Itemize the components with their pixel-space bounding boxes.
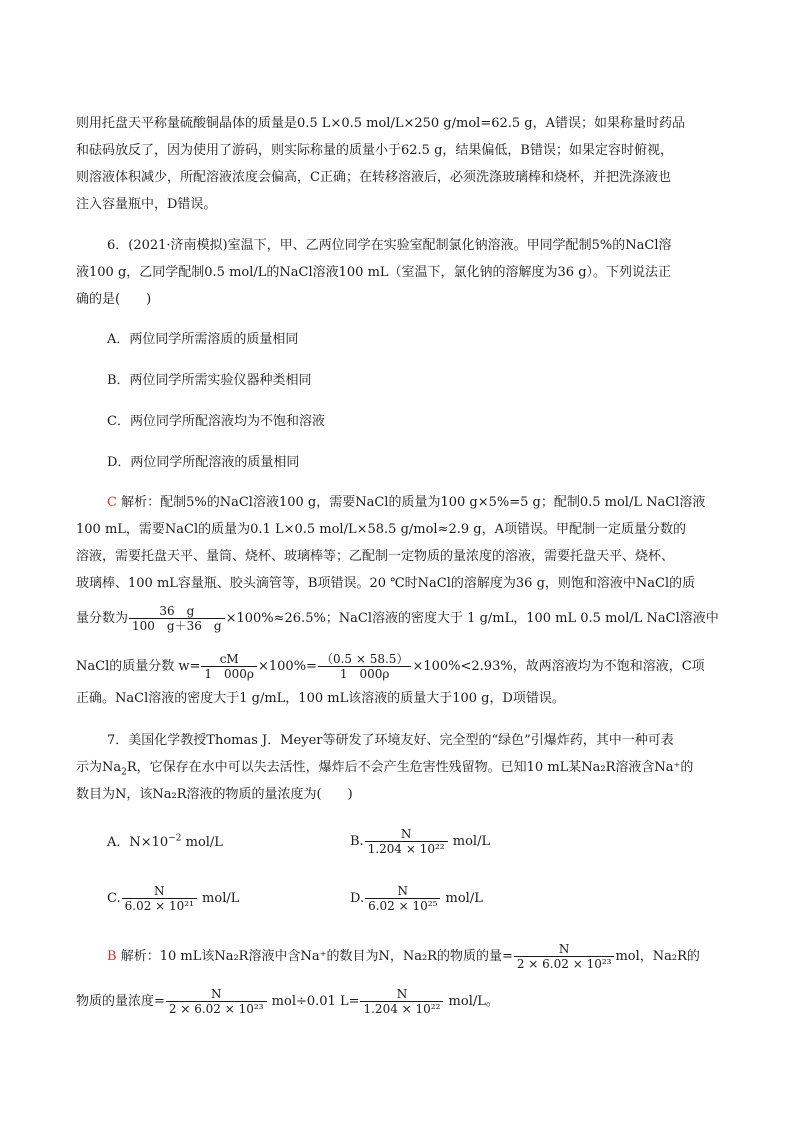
q6-f1-den: 1 000ρ: [201, 666, 257, 681]
q7-l2-sub: 2: [121, 767, 127, 778]
q6-analysis-line-1: [107, 494, 705, 512]
q6-mass-fraction: [129, 604, 225, 633]
prev-answer-line-1: 则用托盘天平称量硫酸铜晶体的质量是0.5 L×0.5 mol/L×250 g/mol=62.5 g，A错误；如果称量时药品: [76, 116, 685, 131]
q6-stem-line-3: 确的是( ): [76, 292, 152, 307]
prev-answer-line-3: 则溶液体积减少，所配溶液浓度会偏高，C正确；在转移溶液后，必须洗涤玻璃棒和烧杯，并把洗涤液也: [76, 170, 671, 185]
q7-answer-letter: B: [107, 949, 117, 964]
q6-analysis-line-3: 溶液，需要托盘天平、量筒、烧杯、玻璃棒等；乙配制一定物质的量浓度的溶液，需要托盘天平、烧杯、: [76, 549, 675, 564]
q6-option-b: B．两位同学所需实验仪器种类相同: [107, 373, 312, 388]
q7-opt-c-pre: C.: [107, 891, 121, 906]
q7-l2-post: R，它保存在水中可以失去活性，爆炸后不会产生危害性残留物。已知10 mL某Na₂R溶液含Na⁺的: [126, 760, 694, 775]
q7-stem-line-2: [76, 759, 693, 777]
q7-a2-mid: mol÷0.01 L=: [267, 994, 360, 1009]
q7-opt-a-post: mol/L: [181, 835, 223, 850]
q6-analysis-line-6: [76, 652, 705, 681]
q7-option-b: [350, 827, 490, 856]
q6-a5-post: ×100%≈26.5%；NaCl溶液的密度大于 1 g/mL，100 mL 0.5 mol/L NaCl溶液中: [225, 611, 719, 626]
q6-analysis-line-7: 正确。NaCl溶液的密度大于1 g/mL，100 mL该溶液的质量大于100 g，D项错误。: [76, 691, 565, 706]
q7-opt-d-fraction: [365, 884, 440, 913]
q6-stem-line-1: 6．(2021·济南模拟)室温下，甲、乙两位同学在实验室配制氯化钠溶液。甲同学配制5%的NaCl溶: [107, 238, 672, 253]
q7-opt-b-fraction: [365, 827, 448, 856]
q7-opt-c-fraction: [122, 884, 197, 913]
q7-a2-f2-den: 1.204 × 10²²: [360, 1001, 443, 1016]
q6-a6-pre: NaCl的质量分数 w=: [76, 659, 201, 674]
q7-analysis-line-1: [107, 942, 700, 971]
q7-stem-line-3: 数目为N，该Na₂R溶液的物质的量浓度为( ): [76, 787, 353, 802]
q6-option-d: D．两位同学所配溶液的质量相同: [107, 455, 300, 470]
q7-opt-b-num: N: [400, 827, 412, 841]
q7-a2-f1-num: N: [210, 987, 222, 1001]
q7-a2-f1-den: 2 × 6.02 × 10²³: [166, 1001, 267, 1016]
q7-a1-num: N: [558, 942, 570, 956]
q6-a6-post: ×100%<2.93%，故两溶液均为不饱和溶液，C项: [412, 659, 705, 674]
q7-opt-a-sup: −2: [168, 833, 182, 844]
q6-option-a: A．两位同学所需溶质的质量相同: [107, 332, 299, 347]
q6-f2-num: （0.5 × 58.5）: [320, 652, 409, 666]
q7-a1-den: 2 × 6.02 × 10²³: [514, 956, 615, 971]
q6-stem-line-2: 液100 g，乙同学配制0.5 mol/L的NaCl溶液100 mL（室温下，氯化钠的溶解度为36 g）。下列说法正: [76, 265, 672, 280]
q7-a1-pre: 解析：10 mL该Na₂R溶液中含Na⁺的数目为N，Na₂R的物质的量=: [120, 949, 513, 964]
q7-opt-b-post: mol/L: [448, 834, 491, 849]
q6-a5-pre: 量分数为: [76, 611, 129, 626]
q6-f2-den: 1 000ρ: [318, 666, 412, 681]
q7-option-c: [107, 884, 239, 913]
q7-a1-fraction: [514, 942, 615, 971]
q6-option-c: C．两位同学所配溶液均为不饱和溶液: [107, 414, 325, 429]
q6-answer-letter: C: [107, 495, 117, 510]
q7-opt-c-den: 6.02 × 10²¹: [122, 898, 197, 913]
q6-analysis-line-2: 100 mL，需要NaCl的质量为0.1 L×0.5 mol/L×58.5 g/mol≈2.9 g，A项错误。甲配制一定质量分数的: [76, 522, 686, 537]
q6-analysis-line-5: [76, 604, 719, 633]
q6-analysis-text-1: 解析：配制5%的NaCl溶液100 g，需要NaCl的质量为100 g×5%=5 g；配制0.5 mol/L NaCl溶液: [121, 495, 706, 510]
q7-stem-line-1: 7．美国化学教授Thomas J．Meyer等研发了环境友好、完全型的“绿色”引爆炸药，其中一种可表: [107, 733, 674, 748]
q6-formula-fraction-2: [318, 652, 412, 681]
q6-frac-den: 100 g＋36 g: [129, 618, 225, 633]
q6-formula-fraction-1: [201, 652, 257, 681]
q7-a2-post: mol/L。: [444, 994, 499, 1009]
prev-answer-line-2: 和砝码放反了，因为使用了游码，则实际称量的质量小于62.5 g，结果偏低，B错误；如果定容时俯视，: [76, 143, 673, 158]
q7-opt-a-pre: A．N×10: [107, 835, 169, 850]
q7-opt-b-pre: B.: [350, 834, 364, 849]
q6-frac-num: 36 g: [159, 604, 195, 618]
q6-analysis-line-4: 玻璃棒、100 mL容量瓶、胶头滴管等，B项错误。20 ℃时NaCl的溶解度为36 g，则饱和溶液中NaCl的质: [76, 576, 696, 591]
q6-f1-num: cM: [219, 652, 239, 666]
q7-a2-fraction-2: [360, 987, 443, 1016]
q7-opt-c-num: N: [154, 884, 165, 898]
q7-opt-d-num: N: [397, 884, 408, 898]
q7-option-d: [350, 884, 483, 913]
q7-l2-pre: 示为Na: [76, 760, 122, 775]
q7-a2-pre: 物质的量浓度=: [76, 994, 165, 1009]
q7-a2-f2-num: N: [396, 987, 408, 1001]
q7-opt-b-den: 1.204 × 10²²: [365, 841, 448, 856]
q7-opt-d-pre: D.: [350, 891, 365, 906]
prev-answer-line-4: 注入容量瓶中，D错误。: [76, 197, 217, 212]
q7-option-a: [107, 834, 223, 852]
q7-a2-fraction-1: [166, 987, 267, 1016]
q7-opt-d-post: mol/L: [441, 891, 483, 906]
q7-a1-post: mol，Na₂R的: [615, 949, 700, 964]
q7-opt-c-post: mol/L: [197, 891, 240, 906]
q7-opt-d-den: 6.02 × 10²⁵: [365, 898, 440, 913]
q6-a6-mid: ×100%=: [258, 659, 317, 674]
q7-analysis-line-2: [76, 987, 499, 1016]
